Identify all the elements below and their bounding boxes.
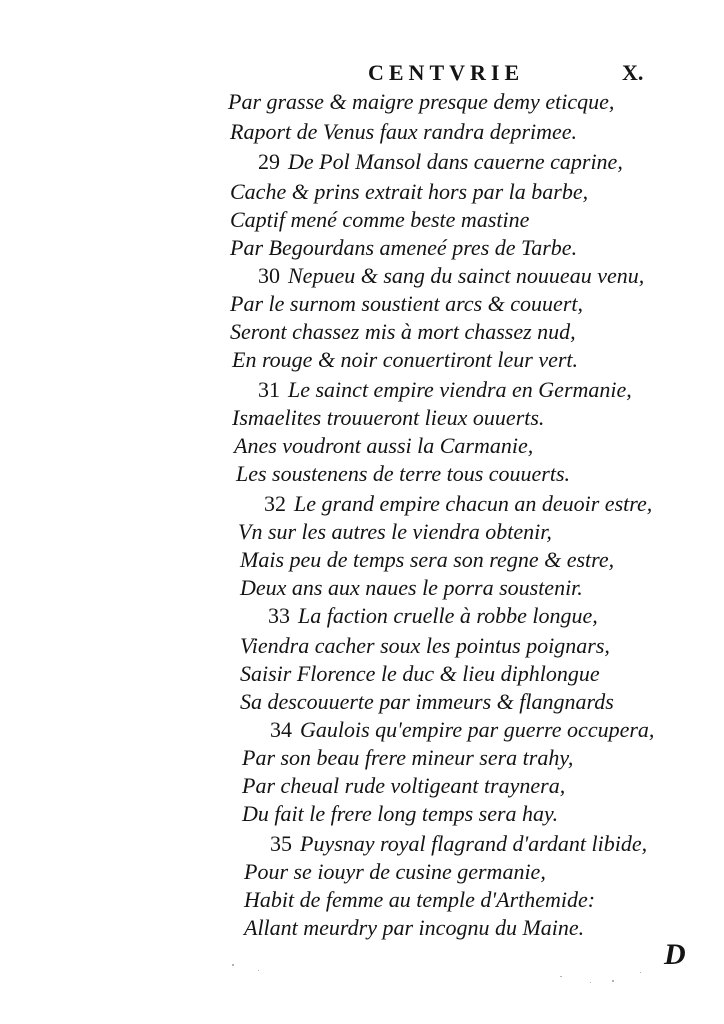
quatrain-first-line: 34 Gaulois qu'empire par guerre occupera, <box>270 717 655 742</box>
running-head: CENTVRIE <box>368 60 525 85</box>
verse-line: Ismaelites trouueront lieux ouuerts. <box>232 405 545 430</box>
verse-line: Vn sur les autres le viendra obtenir, <box>238 519 552 544</box>
quatrain-first-line: 29 De Pol Mansol dans cauerne caprine, <box>258 149 623 174</box>
verse-line: Allant meurdry par incognu du Maine. <box>244 915 585 940</box>
verse-line: Habit de femme au temple d'Arthemide: <box>244 887 596 912</box>
verse-line: Par Begourdans ameneé pres de Tarbe. <box>230 235 578 260</box>
verse-line: Viendra cacher soux les pointus poignars, <box>240 633 610 658</box>
verse-line: Anes voudront aussi la Carmanie, <box>234 433 534 458</box>
quatrain-first-line: 31 Le sainct empire viendra en Germanie, <box>258 377 632 402</box>
verse-line: Par cheual rude voltigeant traynera, <box>242 773 566 798</box>
quatrain-first-line: 33 La faction cruelle à robbe longue, <box>268 603 598 628</box>
folio-number: X. <box>622 60 644 85</box>
quatrain-first-line: 35 Puysnay royal flagrand d'ardant libide, <box>270 831 648 856</box>
verse-line: Du fait le frere long temps sera hay. <box>242 801 559 826</box>
verse-line: Saisir Florence le duc & lieu diphlongue <box>240 661 600 686</box>
verse-line: Par grasse & maigre presque demy eticque, <box>228 89 615 114</box>
quatrain-number: 31 <box>258 377 280 402</box>
quatrain-first-line: 32 Le grand empire chacun an deuoir estre, <box>264 491 653 516</box>
quatrain-first-line: 30 Nepueu & sang du sainct nouueau venu, <box>258 263 645 288</box>
signature-mark: D <box>664 938 686 971</box>
verse-line: Cache & prins extrait hors par la barbe, <box>230 179 589 204</box>
verse-line: Par le surnom soustient arcs & couuert, <box>230 291 583 316</box>
verse-line: Captif mené comme beste mastine <box>230 207 530 232</box>
verse-line: Mais peu de temps sera son regne & estre, <box>240 547 615 572</box>
quatrain-number: 29 <box>258 149 280 174</box>
verse-line: Deux ans aux naues le porra soustenir. <box>240 575 583 600</box>
quatrain-number: 35 <box>270 831 292 856</box>
verse-line: En rouge & noir conuertiront leur vert. <box>232 347 579 372</box>
quatrain-number: 33 <box>268 603 290 628</box>
quatrain-number: 32 <box>264 491 286 516</box>
verse-line: Seront chassez mis à mort chassez nud, <box>230 319 576 344</box>
verse-line: Pour se iouyr de cusine germanie, <box>244 859 546 884</box>
verse-line: Par son beau frere mineur sera trahy, <box>242 745 574 770</box>
verse-line: Sa descouuerte par immeurs & flangnards <box>240 689 614 714</box>
verse-line: Raport de Venus faux randra deprimee. <box>230 119 578 144</box>
verse-line: Les soustenens de terre tous couuerts. <box>236 461 571 486</box>
quatrain-number: 34 <box>270 717 292 742</box>
quatrain-number: 30 <box>258 263 280 288</box>
